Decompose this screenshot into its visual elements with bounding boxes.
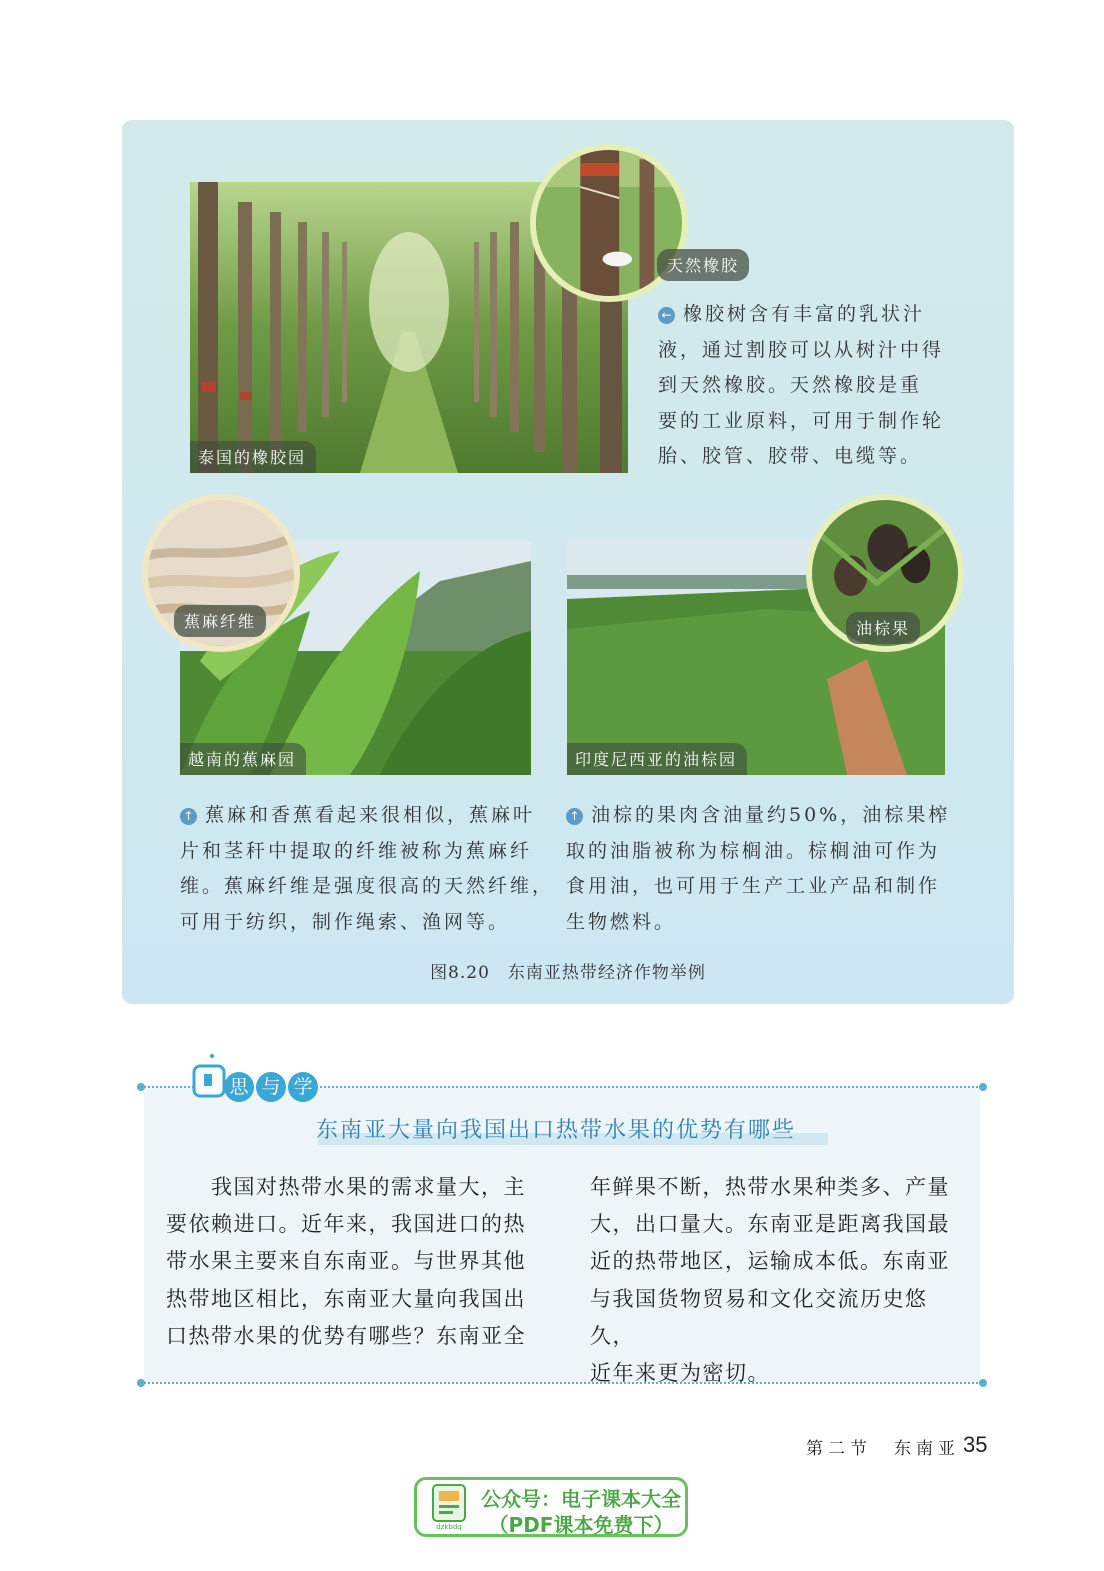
think-line: 带水果主要来自东南亚。与世界其他 [166, 1249, 526, 1274]
abaca-line: 维。蕉麻纤维是强度很高的天然纤维， [180, 875, 555, 897]
badge-char: 思 [224, 1072, 254, 1102]
rubber-line: 液，通过割胶可以从树汁中得 [658, 338, 945, 361]
palm-line: 取的油脂被称为棕榈油。棕榈油可作为 [566, 839, 941, 862]
badge-char: 与 [256, 1072, 286, 1102]
palm-description [566, 798, 950, 940]
abaca-description [180, 798, 554, 940]
abaca-line: ↑ 蕉麻和香蕉看起来很相似，蕉麻叶 [180, 798, 554, 834]
rubber-line: 胎、胶管、胶带、电缆等。 [658, 445, 923, 467]
stamp-line-2: （PDF课本免费下） [488, 1513, 674, 1537]
think-line: 与我国货物贸易和文化交流历史悠久， [590, 1286, 928, 1348]
think-line: 近年来更为密切。 [590, 1361, 770, 1386]
palm-line: 食用油，也可用于生产工业产品和制作 [566, 875, 941, 897]
rubber-line: 到天然橡胶。天然橡胶是重 [658, 374, 923, 396]
section-title: 第二节 东南亚 [806, 1439, 960, 1459]
oil-palm-fruit-label: 油棕果 [846, 612, 920, 644]
abaca-fiber-label: 蕉麻纤维 [174, 605, 266, 637]
think-line: 要依赖进口。近年来，我国进口的热 [166, 1212, 526, 1237]
badge-char: 学 [288, 1072, 318, 1102]
think-line: 近的热带地区，运输成本低。东南亚 [590, 1249, 950, 1274]
rubber-description [658, 297, 944, 475]
line-end-dot [137, 1083, 145, 1091]
think-heading: 东南亚大量向我国出口热带水果的优势有哪些 [316, 1118, 797, 1143]
line-end-dot [137, 1379, 145, 1387]
think-line: 我国对热带水果的需求量大，主 [166, 1175, 526, 1199]
palm-line: 生物燃料。 [566, 910, 677, 933]
arrow-up-icon: ↑ [180, 808, 197, 825]
page-number: 35 [963, 1432, 988, 1457]
textbook-logo-icon [429, 1483, 473, 1531]
abaca-photo-label: 越南的蕉麻园 [180, 743, 306, 775]
logo-text: dzkbdq [436, 1523, 462, 1531]
rubber-line: 要的工业原料，可用于制作轮 [658, 409, 945, 432]
palm-line: ↑ 油棕的果肉含油量约50%，油棕果榨 [566, 798, 950, 834]
line-end-dot [979, 1083, 987, 1091]
watermark-stamp [414, 1477, 688, 1537]
line-end-dot [979, 1379, 987, 1387]
think-right-column [590, 1169, 970, 1392]
figure-caption: 图8.20 东南亚热带经济作物举例 [430, 963, 706, 983]
natural-rubber-label: 天然橡胶 [657, 249, 749, 281]
think-line: 口热带水果的优势有哪些？东南亚全 [166, 1323, 526, 1348]
rubber-photo-label: 泰国的橡胶园 [190, 441, 316, 473]
palm-photo-label: 印度尼西亚的油棕园 [567, 743, 747, 775]
abaca-line: 片和茎秆中提取的纤维被称为蕉麻纤 [180, 839, 533, 862]
figure-panel [122, 120, 1014, 1004]
think-line: 热带地区相比，东南亚大量向我国出 [166, 1286, 526, 1311]
think-learn-badge [190, 1052, 350, 1102]
arrow-up-icon: ↑ [566, 808, 583, 825]
stamp-line-1: 公众号：电子课本大全 [481, 1487, 681, 1511]
think-line: 年鲜果不断，热带水果种类多、产量 [590, 1175, 950, 1199]
arrow-left-icon: ← [658, 307, 675, 324]
think-line: 大，出口量大。东南亚是距离我国最 [590, 1212, 950, 1237]
think-left-column [166, 1169, 546, 1355]
abaca-line: 可用于纺织，制作绳索、渔网等。 [180, 910, 511, 933]
rubber-line: ← 橡胶树含有丰富的乳状汁 [658, 297, 944, 333]
